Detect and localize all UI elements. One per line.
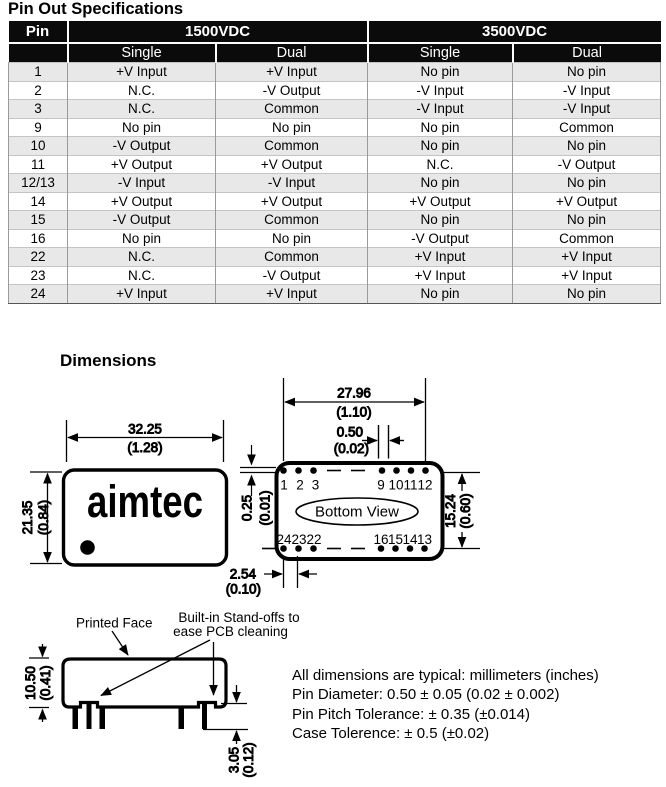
- printed-face-label: Printed Face: [76, 615, 153, 631]
- header-3500-dual: Dual: [513, 43, 661, 63]
- cell-3500-dual: No pin: [513, 174, 661, 193]
- cell-1500-single: -V Input: [68, 174, 216, 193]
- front-width-mm: 32.25: [128, 421, 162, 437]
- bv-width-in: (1.10): [336, 404, 372, 420]
- header-3500-single: Single: [368, 43, 513, 63]
- pin-label: 24: [276, 532, 292, 547]
- cell-1500-dual: No pin: [216, 229, 368, 248]
- bv-height-in: (0.60): [458, 493, 473, 529]
- pin-label: 13: [416, 532, 433, 547]
- table-row: [9, 229, 661, 248]
- aimtec-logo: aimtec: [87, 476, 203, 527]
- cell-1500-dual: Common: [216, 137, 368, 156]
- pin-number-cell: 11: [9, 155, 68, 174]
- cell-1500-single: No pin: [68, 229, 216, 248]
- bv-pin-dia-mm: 0.50: [336, 424, 363, 440]
- table-row: [9, 137, 661, 156]
- cell-1500-single: N.C.: [68, 266, 216, 285]
- cell-3500-single: +V Input: [368, 266, 513, 285]
- pin-number-cell: 22: [9, 248, 68, 267]
- table-row: [9, 63, 661, 82]
- side-height-in: (0.41): [38, 665, 53, 701]
- pin-label: 14: [402, 532, 418, 547]
- cell-1500-dual: Common: [216, 211, 368, 230]
- pin-label: 23: [291, 532, 307, 547]
- side-pin-length-in: (0.12): [241, 742, 256, 778]
- bottom-view: [226, 378, 480, 597]
- bv-pitch-mm: 2.54: [229, 566, 256, 582]
- pin-number-cell: 14: [9, 192, 68, 211]
- bv-offset-in: (0.01): [257, 490, 273, 526]
- pin-number-cell: 23: [9, 266, 68, 285]
- bv-offset-mm: 0.25: [239, 494, 255, 522]
- pin-number-cell: 9: [9, 118, 68, 137]
- printed-face-arrow: [112, 631, 128, 655]
- side-pin-length-mm: 3.05: [226, 746, 242, 774]
- cell-3500-dual: No pin: [513, 63, 661, 82]
- table-row: [9, 118, 661, 137]
- cell-1500-single: +V Output: [68, 155, 216, 174]
- header-3500vdc: 3500VDC: [368, 21, 661, 43]
- table-row: [9, 266, 661, 285]
- cell-1500-single: N.C.: [68, 81, 216, 100]
- cell-3500-single: No pin: [368, 285, 513, 304]
- side-case-outline: [63, 659, 226, 707]
- pin-label: 11: [403, 477, 418, 493]
- pin-number-cell: 1: [9, 63, 68, 82]
- cell-1500-single: +V Output: [68, 192, 216, 211]
- cell-1500-dual: +V Input: [216, 63, 368, 82]
- pin-number-cell: 16: [9, 229, 68, 248]
- cell-3500-dual: -V Input: [513, 100, 661, 119]
- pinout-table-body: [9, 63, 661, 304]
- front-width-in: (1.28): [127, 440, 163, 455]
- cell-1500-single: +V Input: [68, 63, 216, 82]
- cell-3500-dual: +V Input: [513, 266, 661, 285]
- dimensions-title: Dimensions: [60, 351, 157, 370]
- cell-1500-single: -V Output: [68, 137, 216, 156]
- cell-1500-single: No pin: [68, 118, 216, 137]
- cell-3500-single: +V Output: [368, 192, 513, 211]
- header-1500-single: Single: [68, 43, 216, 63]
- cell-3500-dual: -V Output: [513, 155, 661, 174]
- bv-offset-dimension: [240, 445, 276, 496]
- cell-1500-dual: +V Output: [216, 155, 368, 174]
- pin-number-cell: 2: [9, 81, 68, 100]
- pinout-table: [8, 21, 661, 304]
- standoffs-label-line1: Built-in Stand-offs to: [178, 610, 300, 625]
- note-line: Pin Pitch Tolerance: ± 0.35 (±0.014): [292, 705, 530, 723]
- pin-number-cell: 10: [9, 137, 68, 156]
- cell-1500-single: N.C.: [68, 100, 216, 119]
- cell-3500-single: N.C.: [368, 155, 513, 174]
- table-row: [9, 192, 661, 211]
- bv-pin-dia-in: (0.02): [333, 441, 369, 456]
- cell-3500-dual: No pin: [513, 211, 661, 230]
- cell-3500-single: -V Output: [368, 229, 513, 248]
- pin-number-cell: 3: [9, 100, 68, 119]
- note-line: Pin Diameter: 0.50 ± 0.05 (0.02 ± 0.002): [292, 686, 560, 704]
- side-height-mm: 10.50: [23, 666, 38, 700]
- cell-3500-single: No pin: [368, 137, 513, 156]
- cell-1500-single: +V Input: [68, 285, 216, 304]
- pin-label: 16: [373, 532, 389, 547]
- pin-label: 1: [280, 477, 288, 493]
- pin-label: 22: [306, 532, 322, 547]
- pin-label: 10: [388, 477, 404, 493]
- cell-3500-dual: Common: [513, 229, 661, 248]
- front-view: [20, 420, 227, 565]
- cell-3500-dual: Common: [513, 118, 661, 137]
- pin-label: 15: [387, 532, 404, 547]
- dimension-notes: [292, 666, 599, 743]
- bv-pitch-in: (0.10): [225, 581, 261, 597]
- cell-1500-dual: -V Input: [216, 174, 368, 193]
- cell-1500-dual: No pin: [216, 118, 368, 137]
- pinout-title: Pin Out Specifications: [8, 0, 184, 18]
- pinout-table-header: [9, 21, 661, 63]
- header-1500-dual: Dual: [216, 43, 368, 63]
- cell-3500-dual: -V Input: [513, 81, 661, 100]
- bottom-view-label: Bottom View: [315, 503, 399, 521]
- header-pin: Pin: [9, 21, 68, 43]
- cell-1500-dual: -V Output: [216, 266, 368, 285]
- cell-1500-dual: +V Input: [216, 285, 368, 304]
- pin-number-cell: 12/13: [9, 174, 68, 193]
- table-row: [9, 100, 661, 119]
- note-line: Case Tolerence: ± 0.5 (±0.02): [292, 724, 490, 742]
- standoffs-label-line2: ease PCB cleaning: [173, 624, 288, 639]
- cell-1500-dual: +V Output: [216, 192, 368, 211]
- cell-3500-single: -V Input: [368, 81, 513, 100]
- cell-3500-dual: +V Output: [513, 192, 661, 211]
- pin-number-cell: 24: [9, 285, 68, 304]
- table-row: [9, 155, 661, 174]
- cell-3500-single: No pin: [368, 63, 513, 82]
- cell-1500-dual: Common: [216, 248, 368, 267]
- cell-3500-dual: No pin: [513, 285, 661, 304]
- cell-1500-single: -V Output: [68, 211, 216, 230]
- pin1-indicator-dot: [80, 540, 95, 555]
- cell-3500-dual: No pin: [513, 137, 661, 156]
- pin-label: 12: [417, 477, 433, 493]
- pin-number-cell: 15: [9, 211, 68, 230]
- side-view: [23, 610, 300, 778]
- pin-label: 2: [296, 477, 304, 493]
- table-row: [9, 211, 661, 230]
- front-height-mm: 21.35: [20, 500, 35, 535]
- cell-3500-single: No pin: [368, 211, 513, 230]
- header-1500vdc: 1500VDC: [68, 21, 368, 43]
- cell-1500-dual: Common: [216, 100, 368, 119]
- cell-1500-single: N.C.: [68, 248, 216, 267]
- table-row: [9, 285, 661, 304]
- table-row: [9, 174, 661, 193]
- table-row: [9, 81, 661, 100]
- cell-3500-single: +V Input: [368, 248, 513, 267]
- cell-1500-dual: -V Output: [216, 81, 368, 100]
- note-line: All dimensions are typical: millimeters (inches): [292, 667, 599, 684]
- table-row: [9, 248, 661, 267]
- pin-label: 9: [377, 477, 385, 493]
- header-blank: [9, 43, 68, 63]
- cell-3500-single: -V Input: [368, 100, 513, 119]
- front-height-in: (0.84): [36, 499, 51, 536]
- cell-3500-single: No pin: [368, 174, 513, 193]
- cell-3500-single: No pin: [368, 118, 513, 137]
- cell-3500-dual: +V Input: [513, 248, 661, 267]
- bv-width-mm: 27.96: [337, 385, 371, 401]
- pin-label: 3: [311, 477, 320, 493]
- bv-height-mm: 15.24: [443, 494, 458, 528]
